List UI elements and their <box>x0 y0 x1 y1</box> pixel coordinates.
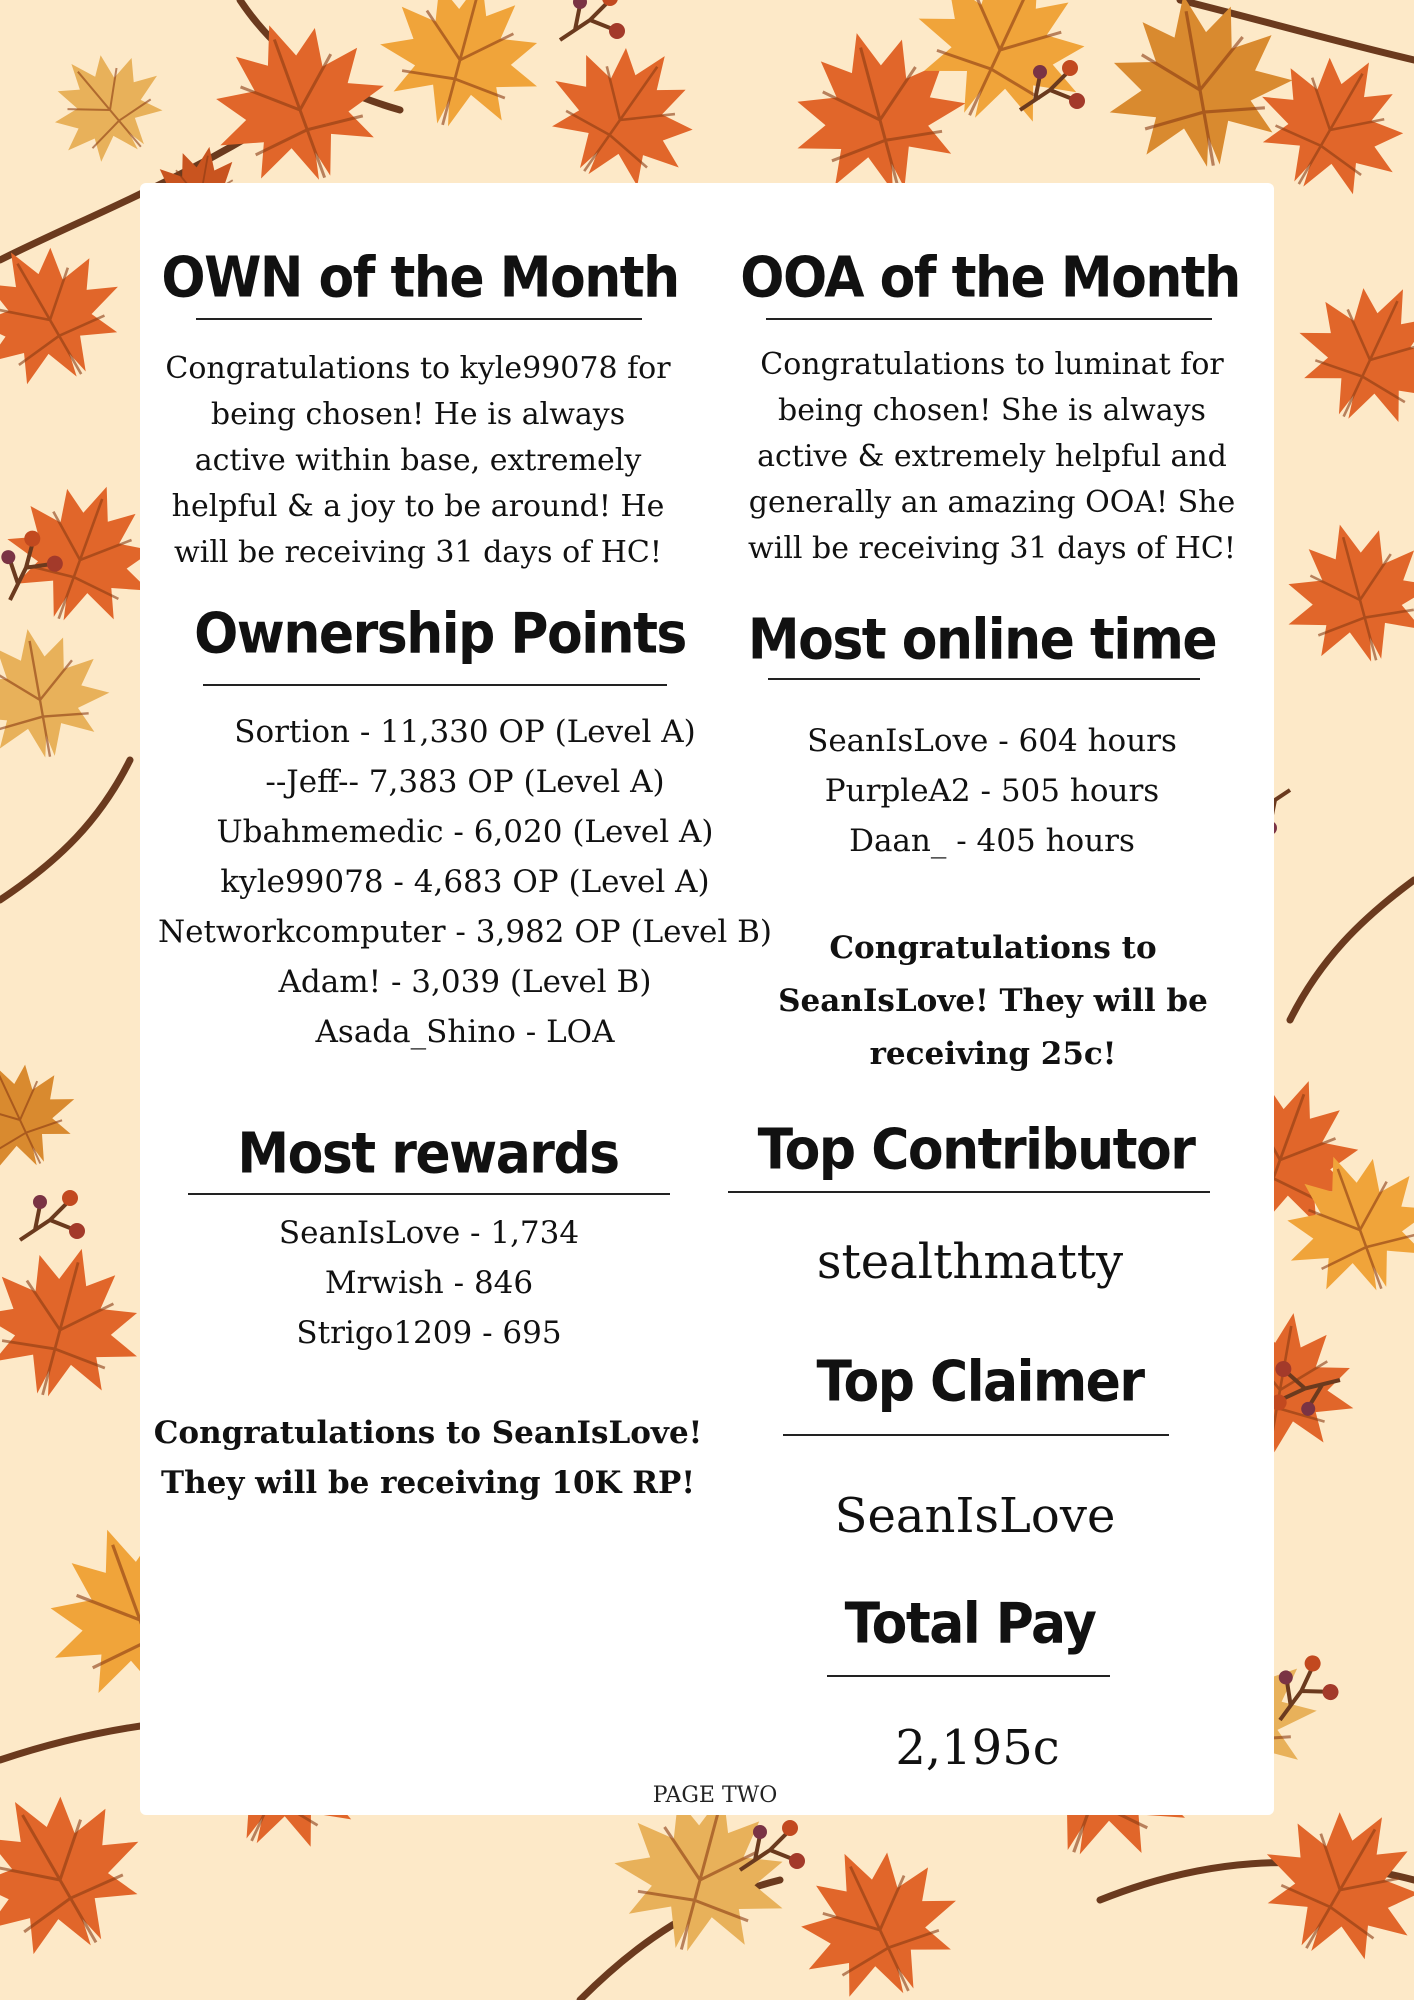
list-item: Adam! - 3,039 (Level B) <box>278 964 652 1000</box>
list-item: Daan_ - 405 hours <box>849 823 1135 859</box>
page-number: PAGE TWO <box>652 1783 778 1808</box>
list-item: PurpleA2 - 505 hours <box>824 773 1160 809</box>
list-item: Strigo1209 - 695 <box>296 1315 562 1351</box>
ooa-heading-rule <box>766 318 1212 320</box>
rewards-congrats: Congratulations to SeanIsLove! They will be receiving 10K RP! <box>153 1415 703 1501</box>
top-claimer-heading: Top Claimer <box>816 1349 1144 1415</box>
top-contributor-rule <box>728 1191 1210 1193</box>
own-of-month-text: Congratulations to kyle99078 for being chosen! He is always active within base, extremely helpful & a joy to be around! He will be receiving 31 days of HC! <box>165 351 671 570</box>
most-rewards-rule <box>188 1193 670 1195</box>
top-claimer-rule <box>783 1434 1169 1436</box>
top-contributor-name: stealthmatty <box>816 1234 1124 1290</box>
most-online-time-heading: Most online time <box>747 607 1217 673</box>
own-of-month-heading: OWN of the Month <box>161 245 679 311</box>
most-rewards-heading: Most rewards <box>237 1121 619 1187</box>
list-item: Networkcomputer - 3,982 OP (Level B) <box>157 914 773 950</box>
most-online-time-rule <box>768 678 1200 680</box>
most-online-time-list <box>752 716 1232 866</box>
list-item: --Jeff-- 7,383 OP (Level A) <box>265 764 665 800</box>
list-item: Asada_Shino - LOA <box>315 1014 615 1050</box>
list-item: SeanIsLove - 1,734 <box>278 1215 580 1251</box>
ownership-points-rule <box>203 684 667 686</box>
total-pay-amount: 2,195c <box>895 1720 1060 1776</box>
own-heading-rule <box>196 318 642 320</box>
top-contributor-heading: Top Contributor <box>757 1117 1195 1183</box>
list-item: Sortion - 11,330 OP (Level A) <box>234 714 696 750</box>
list-item: kyle99078 - 4,683 OP (Level A) <box>220 864 710 900</box>
ownership-points-list <box>130 707 800 1057</box>
online-time-congrats: Congratulations to SeanIsLove! They will be receiving 25c! <box>778 930 1208 1072</box>
list-item: Mrwish - 846 <box>324 1265 534 1301</box>
total-pay-heading: Total Pay <box>844 1591 1096 1657</box>
list-item: Ubahmemedic - 6,020 (Level A) <box>216 814 714 850</box>
total-pay-rule <box>827 1675 1110 1677</box>
top-claimer-name: SeanIsLove <box>834 1488 1116 1544</box>
most-rewards-list <box>188 1208 670 1358</box>
ownership-points-heading: Ownership Points <box>194 601 686 667</box>
list-item: SeanIsLove - 604 hours <box>807 723 1177 759</box>
ooa-of-month-text: Congratulations to luminat for being chosen! She is always active & extremely helpful and generally an amazing OOA! She will be receiving 31 days of HC! <box>748 347 1236 566</box>
ooa-of-month-heading: OOA of the Month <box>740 245 1240 311</box>
